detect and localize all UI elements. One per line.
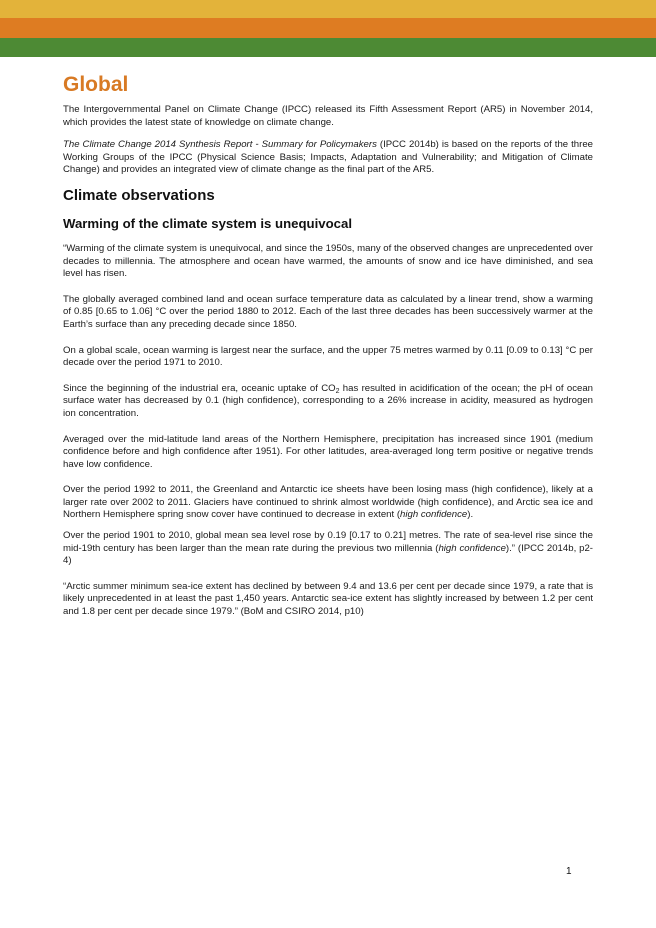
sealevel-confidence: high confidence	[438, 542, 506, 554]
quote-paragraph-4	[63, 383, 593, 421]
page-title: Global	[63, 73, 129, 96]
intro-paragraph-1: The Intergovernmental Panel on Climate Change (IPCC) released its Fifth Assessment Report (AR5) in November 2014, which provides the latest state of knowledge on climate change.	[63, 104, 593, 128]
sealevel-text-before: Over the period 1901 to 2010, global mean sea level rose by 0.19 [0.17 to 0.21] metres. The rate of sea-level rise since the mid-19th century has been larger than the mean rate during the previous two millennia (	[63, 530, 593, 554]
quote-paragraph-7	[63, 530, 593, 568]
page-content	[63, 72, 593, 629]
report-title: The Climate Change 2014 Synthesis Report - Summary for Policymakers	[63, 139, 377, 151]
intro-paragraph-2-text: (IPCC 2014b) is based on the reports of the three Working Groups of the IPCC (Physical Science Basis; Impacts, Adaptation and Vulnerability; and Mitigation of Climate Change) and provides an integrated view of climate change as the final part of the AR5.	[63, 139, 593, 176]
header-band-orange	[0, 18, 656, 38]
co2-text-after: has resulted in acidification of the ocean; the pH of ocean surface water has decreased by 0.1 (high confidence), corresponding to a 26% increase in acidity, measured as hydrogen ion concentration.	[63, 382, 593, 419]
co2-subscript: 2	[335, 387, 340, 395]
quote-paragraph-2: The globally averaged combined land and ocean surface temperature data as calculated by a linear trend, show a warming of 0.85 [0.65 to 1.06] °C over the period 1880 to 2012. Each of the last three decades has been successively warmer at the Earth’s surface than any preceding decade since 1850.	[63, 293, 593, 330]
quote-paragraph-8: “Arctic summer minimum sea-ice extent has declined by between 9.4 and 13.6 per cent per decade since 1979, a rate that is likely unprecedented in at least the past 1,450 years. Antarctic sea-ice extent has slightly increased by between 1.2 per cent and 1.8 per cent per decade since 1979.” (BoM and CSIRO 2014, p10)	[63, 580, 593, 618]
page-number: 1	[566, 866, 572, 877]
subsection-heading: Warming of the climate system is unequivocal	[63, 215, 352, 231]
header-band-yellow	[0, 0, 656, 18]
quote-paragraph-6	[63, 484, 593, 522]
ice-text-before: Over the period 1992 to 2011, the Greenland and Antarctic ice sheets have been losing mass (high confidence), likely at a larger rate over 2002 to 2011. Glaciers have continued to shrink almost worldwide (high confidence), and Arctic sea ice and Northern Hemisphere spring snow cover have continued to decrease in extent (	[63, 484, 593, 521]
co2-text-before: Since the beginning of the industrial era, oceanic uptake of CO	[63, 382, 336, 394]
ice-confidence: high confidence	[400, 509, 468, 521]
sealevel-text-after: ).” (IPCC 2014b, p2-4)	[63, 542, 593, 567]
quote-paragraph-3: On a global scale, ocean warming is largest near the surface, and the upper 75 metres warmed by 0.11 [0.09 to 0.13] °C per decade over the period 1971 to 2010.	[63, 344, 593, 369]
header-band-green	[0, 38, 656, 57]
ice-text-after: ).	[467, 509, 474, 521]
quote-paragraph-1: “Warming of the climate system is unequivocal, and since the 1950s, many of the observed changes are unprecedented over decades to millennia. The atmosphere and ocean have warmed, the amounts of snow and ice have diminished, and sea level has risen.	[63, 242, 593, 280]
quote-paragraph-5: Averaged over the mid-latitude land areas of the Northern Hemisphere, precipitation has increased since 1901 (medium confidence before and high confidence after 1951). For other latitudes, area-averaged long term positive or negative trends have low confidence.	[63, 433, 593, 470]
section-heading: Climate observations	[63, 186, 215, 204]
intro-paragraph-2	[63, 139, 593, 177]
